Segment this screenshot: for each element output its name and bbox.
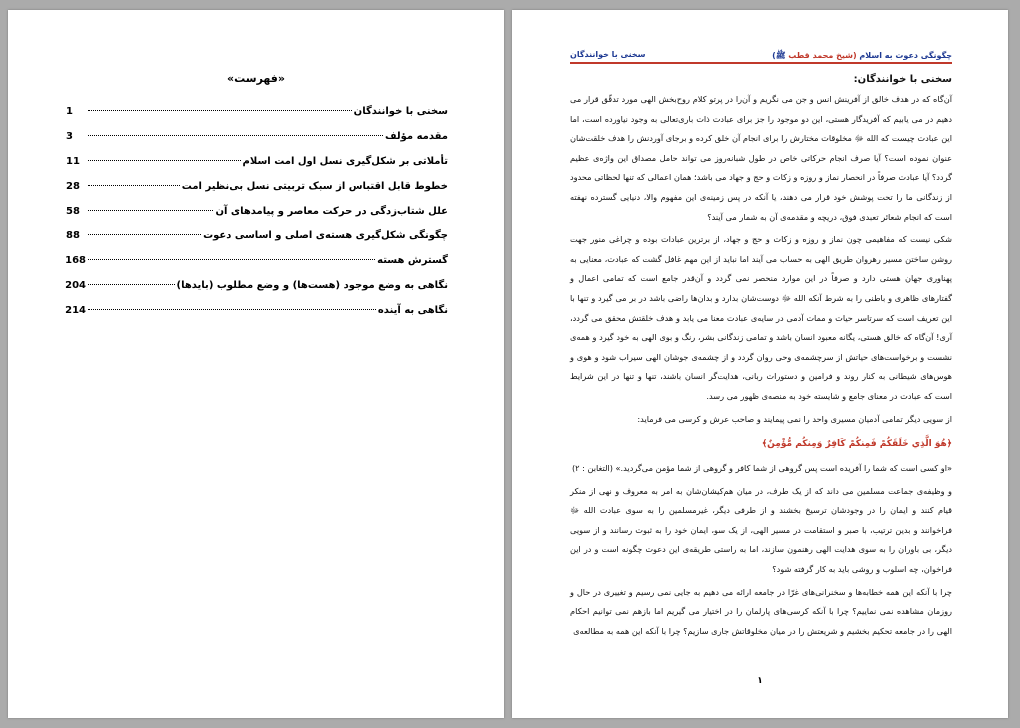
- toc-entry-page: 11: [66, 155, 80, 167]
- toc-entry[interactable]: [66, 280, 448, 305]
- toc-leader: [88, 110, 352, 111]
- toc-leader: [88, 160, 241, 161]
- toc-entry-page: 168: [65, 255, 86, 267]
- header-title-text: چگونگی دعوت به اسلام: [859, 51, 952, 60]
- page-number: ۱: [757, 676, 763, 686]
- paragraph: شکی نیست که مفاهیمی چون نماز و روزه و زکات و حج و جهاد، از برترین عبادات بوده و چراغی منور جهت روشن ساختن مسیر رهروان طریق الهی به حساب می آیند اما نباید از این مهم غافل گشت که عبادت، معنایی به پهناوری جهان هستی دارد و صرفاً در این موارد منحصر نمی گردد و آن‌قدر جامع است که تمامی اعمال و گفتارهای ظاهری و باطنی را به شرط آنکه الله ﷻ دوست‌شان بدارد و بدان‌ها راضی باشد در بر می گیرد و تنها با این تعریف است که سرتاسر حیات و ممات آدمی در سایه‌ی عبادت معنا می یابد و هدف خلقتش محقق می گردد، آری! آن‌گاه که خالق هستی، یگانه معبود انسان باشد و تمامی زندگانی بشر، رنگ و بوی الهی به خود گیرد و همه‌ی نشست و برخواست‌های حیاتش از سرچشمه‌ی وحی روان گردد و از چشمه‌ی جوشان الهی سیراب شود و هوی و هوس‌های شیطانی به کنار روند و فرامین و دستورات ربانی، هدایت‌گر انسان باشند، تنها و تنها در این شرایط است که عبادت در معنای جامع و شایسته خود به منصه‌ی ظهور می رسد.: [570, 234, 952, 401]
- toc-entry-label: سخنی با خوانندگان: [353, 106, 448, 117]
- toc-entry-page: 88: [66, 230, 80, 242]
- toc-title: «فهرست»: [227, 72, 285, 85]
- toc-entry-label: گسترش هسته: [377, 255, 448, 267]
- toc-entry[interactable]: [66, 106, 448, 131]
- toc-entry-page: 58: [66, 205, 80, 217]
- toc-entry[interactable]: [66, 156, 448, 181]
- running-header: [570, 50, 952, 64]
- toc-leader: [88, 259, 375, 260]
- toc-leader: [88, 210, 213, 211]
- toc-entry[interactable]: [66, 181, 448, 206]
- toc-entry-label: تأملاتی بر شکل‌گیری نسل اول امت اسلام: [242, 155, 448, 167]
- toc-entry-label: چگونگی شکل‌گیری هسته‌ی اصلی و اساسی دعوت: [203, 230, 448, 242]
- quran-verse: ﴿هُوَ الَّذِي خَلَقَكُمْ فَمِنكُمْ كَافِرٌ وَمِنكُم مُّؤْمِنٌ﴾: [761, 439, 952, 450]
- body-text: [570, 70, 952, 644]
- header-author: (شیخ محمد قطب: [788, 51, 857, 60]
- toc-leader: [88, 185, 180, 186]
- toc-list: [66, 106, 448, 330]
- toc-entry-label: مقدمه مؤلف: [384, 130, 448, 142]
- paragraph: از سویی دیگر تمامی آدمیان مسیری واحد را نمی پیمایند و صاحب عرش و کرسی می فرماید:: [637, 413, 952, 424]
- toc-entry-label: خطوط قابل اقتباس از سبک تربیتی نسل بی‌نظیر امت: [181, 180, 448, 192]
- toc-entry[interactable]: [66, 206, 448, 231]
- toc-entry-page: 204: [65, 280, 86, 292]
- toc-entry[interactable]: [66, 230, 448, 255]
- header-section-title: سخنی با خوانندگان: [570, 50, 646, 59]
- paragraph: و وظیفه‌ی جماعت مسلمین می داند که از یک طرف، در میان هم‌کیشان‌شان به امر به معروف و نهی از منکر قیام کنند و ایمان را در وجودشان ترسیخ بخشند و از طرفی دیگر، غیرمسلمین را به سوی عبادت الله ﷻ فراخوانند و بدین ترتیب، با صبر و استقامت در مسیر الهی، از یک سو، ایمان خود را به ثبوت رسانند و از سویی دیگر، بی باوران را به سوی هدایت الهی رهنمون سازند، اما به راستی طریقه‌ی این دعوت چگونه است و در این فراخوان، چه اسلوب و روشی باید به کار گرفته شود؟: [570, 485, 952, 575]
- paragraph: آن‌گاه که در هدف خالق از آفرینش انس و جن می نگریم و آن‌را در پرتو کلام روح‌بخش الهی مورد تدقّق قرار می دهیم در می یابیم که آفریدگار هستی، این دو موجود را جز برای عبادت ذات باری‌تعالی به وجود نیاورده است، اما این عبادت چیست که الله ﷻ مخلوقات مختارش را برای انجام آن خلق کرده و برجای آوردنش را هدف خلقت‌شان عنوان نموده است؟ آیا صرف انجام حرکاتی خاص در طول شبانه‌روز می تواند حامل مصداق این واژه‌ی عظیم گردد؟ آیا عبادت صرفاً در انحصار نماز و روزه و زکات و حج و جهاد می باشد؛ همان اعمالی که تنها لحظاتی محدود از زندگانی ما را تحت پوشش خود قرار می دهند، یا آنکه در پس زمینه‌ی این مفهوم والا، دنیایی گسترده نهفته است که انجام شعائر تعبدی فوق، دریچه و مقدمه‌ی آن به شمار می آیند؟: [570, 94, 952, 222]
- content-page: [512, 10, 1008, 718]
- toc-entry[interactable]: [66, 305, 448, 330]
- verse-translation: «او کسی است که شما را آفریده است پس گروهی از شما کافر و گروهی از شما مؤمن می‌گردید.» (التغابن : ۲): [571, 463, 952, 474]
- toc-leader: [88, 284, 175, 285]
- toc-entry-page: 28: [66, 180, 80, 192]
- toc-entry-page: 3: [66, 130, 73, 142]
- section-heading: سخنی با خوانندگان:: [853, 74, 952, 85]
- header-honorific: ﷺ): [772, 51, 786, 60]
- toc-leader: [88, 309, 376, 310]
- toc-entry[interactable]: [66, 131, 448, 156]
- toc-entry-label: نگاهی به آینده: [377, 305, 448, 317]
- header-book-title: [772, 50, 952, 62]
- toc-entry-page: 214: [65, 305, 86, 317]
- toc-page: [8, 10, 504, 718]
- toc-entry-label: نگاهی به وضع موجود (هست‌ها) و وضع مطلوب (بایدها): [176, 280, 448, 292]
- toc-leader: [88, 234, 201, 235]
- toc-entry-page: 1: [66, 106, 73, 117]
- toc-entry[interactable]: [66, 255, 448, 280]
- paragraph: چرا با آنکه این همه خطابه‌ها و سخنرانی‌های غرّا در جامعه ارائه می دهیم به جایی نمی رسیم و تغییری در حال و روزمان مشاهده نمی نماییم؟ چرا با آنکه کرسی‌های پارلمان را در اختیار می گیریم اما بازهم نمی توانیم احکام الهی را در جامعه تحکیم بخشیم و شریعتش را در میان مخلوقاتش جاری سازیم؟ چرا با آنکه این همه به مطالعه‌ی: [570, 586, 952, 636]
- toc-leader: [88, 135, 383, 136]
- toc-entry-label: علل شتاب‌زدگی در حرکت معاصر و پیامدهای آن: [215, 205, 448, 217]
